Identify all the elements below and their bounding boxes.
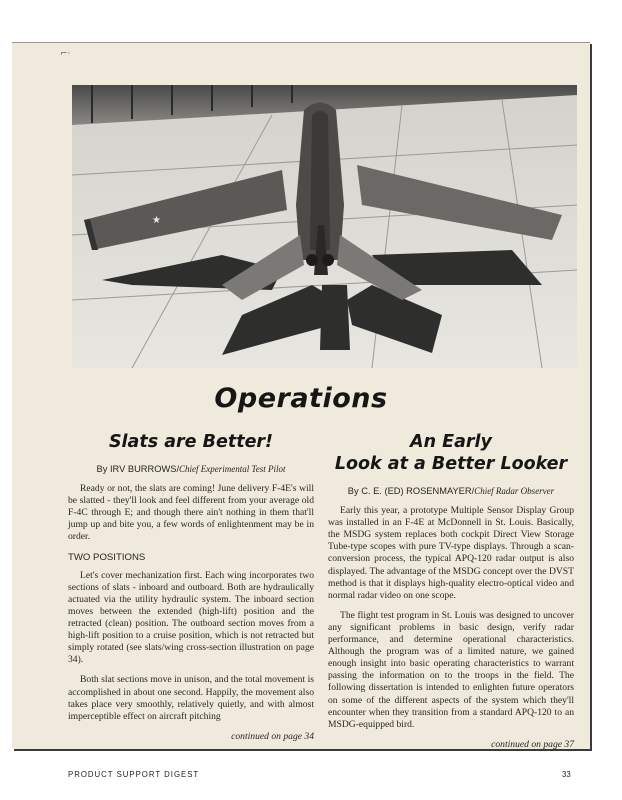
continued-link[interactable]: continued on page 37 (491, 738, 574, 750)
article-slats (68, 431, 314, 743)
aircraft-photo (72, 85, 577, 368)
headline-line-1: An Early (410, 432, 492, 452)
article-subhead: TWO POSITIONS (68, 551, 146, 563)
continued-link[interactable]: continued on page 34 (231, 730, 314, 742)
byline-role: Chief Experimental Test Pilot (179, 464, 286, 474)
article-paragraph: The flight test program in St. Louis was designed to uncover any significant problems in basic design, verify radar performance, and determine operational characteristics. Although the program was of a limited nature, we gained enough insight into basic operating characteristics to warrant passing the information on to the troops in the field. The following dissertation is intended to enlighten future operators on some of the different aspects of the system which they'll encounter when they transition from a standard APQ-120 to an MSDG-equipped bird. (328, 609, 574, 730)
byline-role: Chief Radar Observer (474, 486, 555, 496)
article-byline (328, 485, 574, 497)
byline-author: By C. E. (ED) ROSENMAYER/ (347, 486, 475, 496)
section-title: Operations (214, 383, 388, 414)
article-paragraph: Early this year, a prototype Multiple Sensor Display Group was installed in an F-4E at McDonnell in St. Louis. Basically, the MSDG system replaces both cockpit Direct View Storage Tube-type scopes with pure TV-type displays. Through a scan-conversion process, the typical APQ-120 radar output is also displayed. The advantage of the MSDG concept over the DVST method is that it displays high-quality electro-optical video and normal radar video on one scope. (328, 505, 574, 601)
article-byline (68, 463, 314, 475)
magazine-page (12, 42, 590, 749)
article-headline: Slats are Better! (108, 432, 274, 452)
headline-line-2: Look at a Better Looker (334, 454, 568, 474)
article-paragraph: Ready or not, the slats are coming! June delivery F-4E's will be slatted - they'll look and feel different from your average old F-4C through E; and though there ain't nothing in them that'll jump up and bite you, a few words of enlightenment may be in order. (68, 483, 314, 543)
svg-text:★: ★ (152, 215, 161, 226)
byline-author: By IRV BURROWS/ (96, 464, 180, 474)
article-msdg (328, 431, 574, 751)
article-paragraph: Both slat sections move in unison, and the total movement is accomplished in about one second. Happily, the movement also takes place very smoothly, relatively quietly, and with almost imperceptible effect on aircraft pitching (68, 674, 314, 722)
article-paragraph: Let's cover mechanization first. Each wing incorporates two sections of slats - inboard and outboard. Both are hydraulically actuated via the utility hydraulic system. The inboard section moves between the extended (high-lift) position and the retracted (clean) position. The outboard section moves from a high-lift position to a cruise position, which is not retracted but simply rotated (see slats/wing cross-section illustration on page 34). (68, 569, 314, 666)
page-number: 33 (562, 770, 571, 779)
page-smudge: ⌐· (60, 49, 71, 59)
article-headline (328, 431, 574, 475)
footer-publication: PRODUCT SUPPORT DIGEST (68, 770, 200, 779)
f4-phantom-image (72, 85, 577, 368)
